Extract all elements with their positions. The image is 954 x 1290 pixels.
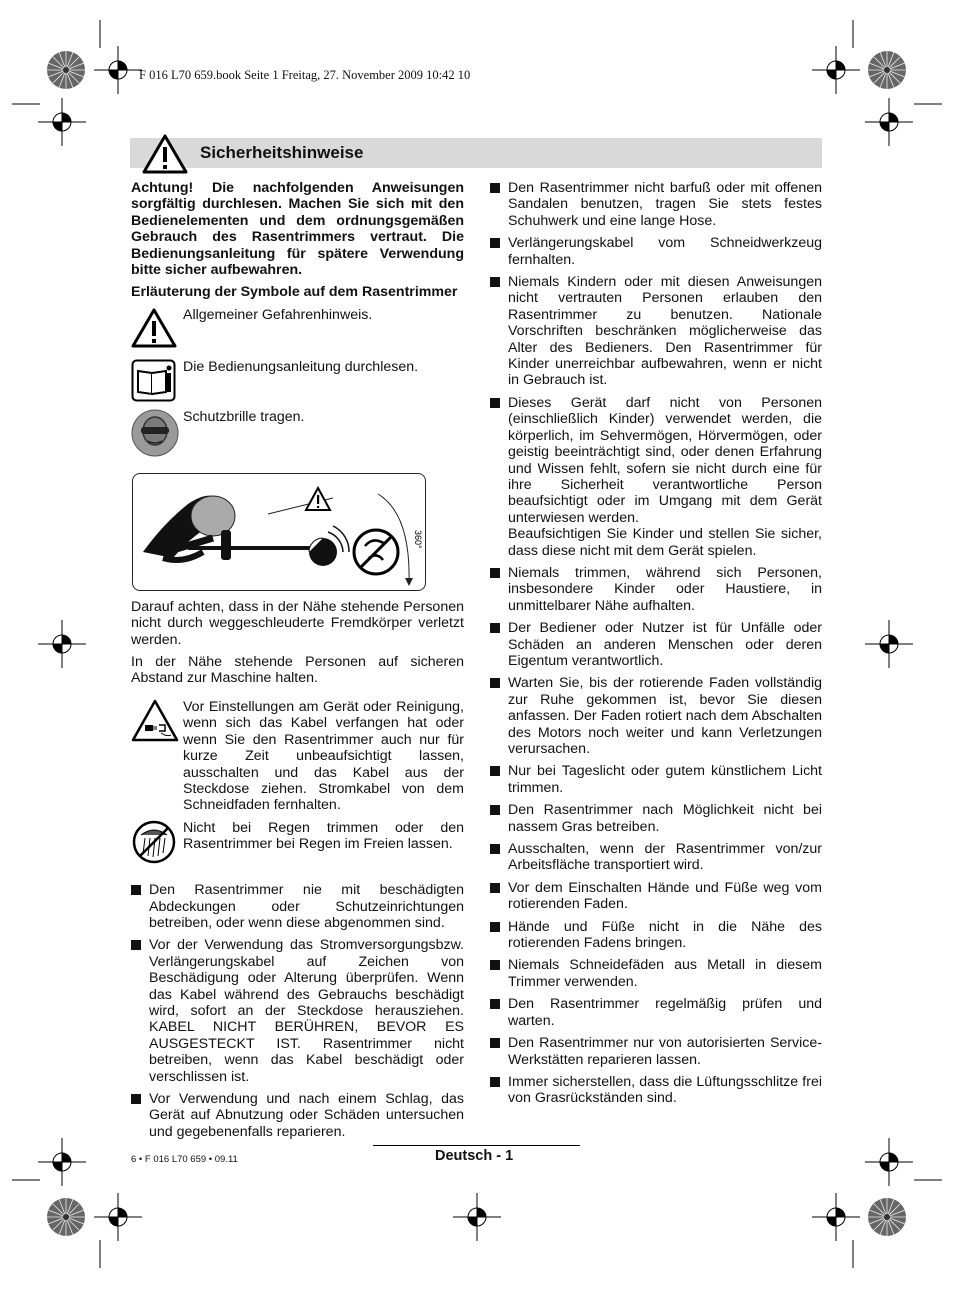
list-item: Hände und Füße nicht in die Nähe des rotierenden Fadens bringen.: [490, 919, 822, 952]
list-item: Den Rasentrimmer regelmäßig prüfen und warten.: [490, 996, 822, 1029]
list-item: Den Rasentrimmer nicht barfuß oder mit offenen Sandalen benutzen, tragen Sie stets festes Schuhwerk und eine lange Hose.: [490, 180, 822, 229]
list-item: Ausschalten, wenn der Rasentrimmer von/zur Arbeitsfläche transportiert wird.: [490, 841, 822, 874]
list-item: Vor dem Einschalten Hände und Füße weg vom rotierenden Faden.: [490, 880, 822, 913]
list-item-text: Dieses Gerät darf nicht von Personen (einschließlich Kinder) verwendet werden, die körperlich, im Sehvermögen, Hörvermögen, oder geistig beeinträchtigt sind, oder denen Erfahrung und Wissen fehlt, sofern sie nicht durch eine für ihre Sicherheit verantwortliche Person beaufsichtigt oder im Umgang mit dem Gerät unterwiesen werden.: [508, 394, 822, 526]
rotation-angle-label: 360°: [413, 529, 423, 549]
list-item: Verlängerungskabel vom Schneidwerkzeug fernhalten.: [490, 235, 822, 268]
list-item: Den Rasentrimmer nur von autorisierten Service-Werkstätten reparieren lassen.: [490, 1035, 822, 1068]
symbol-text: Allgemeiner Gefahrenhinweis.: [183, 306, 373, 323]
symbol-text: Vor Einstellungen am Gerät oder Reinigung, wenn sich das Kabel verfangen hat oder wenn Sie den Rasentrimmer auch nur für kurze Zeit unbeaufsichtigt lassen, ausschalten und das Kabel aus der Steckdose ziehen. Stromkabel von dem Schneidfaden fernhalten.: [183, 698, 464, 814]
symbol-text: Schutzbrille tragen.: [183, 408, 305, 425]
symbol-text: Nicht bei Regen trimmen oder den Rasentrimmer bei Regen im Freien lassen.: [183, 819, 464, 853]
list-item: Nur bei Tageslicht oder gutem künstlichem Licht trimmen.: [490, 763, 822, 796]
warning-triangle-icon: [131, 307, 177, 349]
symbols-heading: Erläuterung der Symbole auf dem Rasentrimmer: [131, 284, 458, 301]
list-item: Der Bediener oder Nutzer ist für Unfälle oder Schäden an anderen Menschen oder deren Eigentum verantwortlich.: [490, 620, 822, 669]
print-header: F 016 L70 659.book Seite 1 Freitag, 27. November 2009 10:42 10: [139, 68, 471, 82]
trimmer-illustration: [133, 474, 425, 590]
intro-warning: Achtung! Die nachfolgenden Anweisungen sorgfältig durchlesen. Machen Sie sich mit den Bedienelementen und dem ordnungsgemäßen Gebrauch des Rasentrimmers vertraut. Die Bedienungsanleitung für spätere Verwendung bitte sicher aufbewahren.: [131, 180, 464, 279]
list-item: Niemals Schneidefäden aus Metall in diesem Trimmer verwenden.: [490, 957, 822, 990]
trimmer-safety-figure: [132, 473, 426, 591]
list-item: Den Rasentrimmer nie mit beschädigten Abdeckungen oder Schutzeinrichtungen betreiben, oder wenn diese abgenommen sind.: [131, 882, 464, 931]
page-number: Deutsch - 1: [435, 1148, 514, 1164]
symbol-row-unplug: [131, 699, 464, 814]
page-title: Sicherheitshinweise: [200, 143, 364, 162]
no-rain-icon: [131, 820, 177, 864]
list-item: Immer sicherstellen, dass die Lüftungsschlitze frei von Grasrückständen sind.: [490, 1074, 822, 1107]
footer-code: 6 • F 016 L70 659 • 09.11: [131, 1154, 238, 1165]
symbol-row-goggles: [131, 409, 464, 459]
goggles-icon: [131, 409, 179, 457]
left-column: [131, 180, 464, 1146]
symbol-row-rain: [131, 820, 464, 868]
list-item: Niemals Kindern oder mit diesen Anweisungen nicht vertrauten Personen erlauben den Rasentrimmer zu benutzen. Nationale Vorschriften beschränken möglicherweise das Alter des Bedieners. Den Rasentrimmer für Kinder unerreichbar aufbewahren, wenn er nicht in Gebrauch ist.: [490, 274, 822, 389]
symbol-row-warning: [131, 307, 464, 353]
supervise-note: Beaufsichtigen Sie Kinder und stellen Sie sicher, dass diese nicht mit dem Gerät spielen.: [508, 526, 822, 559]
symbol-row-manual: [131, 359, 464, 403]
list-item: Warten Sie, bis der rotierende Faden vollständig zur Ruhe gekommen ist, bevor Sie diesen anfassen. Der Faden rotiert nach dem Abschalten des Motors noch weiter und kann Verletzungen verursachen.: [490, 675, 822, 757]
list-item: [490, 395, 822, 559]
list-item: Den Rasentrimmer nach Möglichkeit nicht bei nassem Gras betreiben.: [490, 802, 822, 835]
list-item: Vor der Verwendung das Stromversorgungsbzw. Verlängerungskabel auf Zeichen von Beschädigung oder Alterung überprüfen. Wenn das Kabel während des Gebrauchs beschädigt wird, sofort an der Steckdose herausziehen. KABEL NICHT BERÜHREN, BEVOR ES AUSGESTECKT IST. Rasentrimmer nicht betreiben, wenn das Kabel beschädigt oder verschlissen ist.: [131, 937, 464, 1085]
right-column: [490, 180, 822, 1113]
footer-divider: [373, 1145, 580, 1146]
manual-icon: [131, 359, 177, 403]
section-title-bar: [130, 138, 822, 168]
warning-triangle-icon: [142, 134, 188, 174]
list-item: Vor Verwendung und nach einem Schlag, das Gerät auf Abnutzung oder Schäden untersuchen und gegebenenfalls reparieren.: [131, 1091, 464, 1140]
unplug-warning-icon: [131, 699, 179, 743]
paragraph: Darauf achten, dass in der Nähe stehende Personen nicht durch weggeschleuderte Fremdkörper verletzt werden.: [131, 598, 464, 648]
list-item: Niemals trimmen, während sich Personen, insbesondere Kinder oder Haustiere, in unmittelbarer Nähe aufhalten.: [490, 565, 822, 614]
paragraph: In der Nähe stehende Personen auf sicheren Abstand zur Maschine halten.: [131, 654, 464, 687]
symbol-text: Die Bedienungsanleitung durchlesen.: [183, 358, 419, 375]
